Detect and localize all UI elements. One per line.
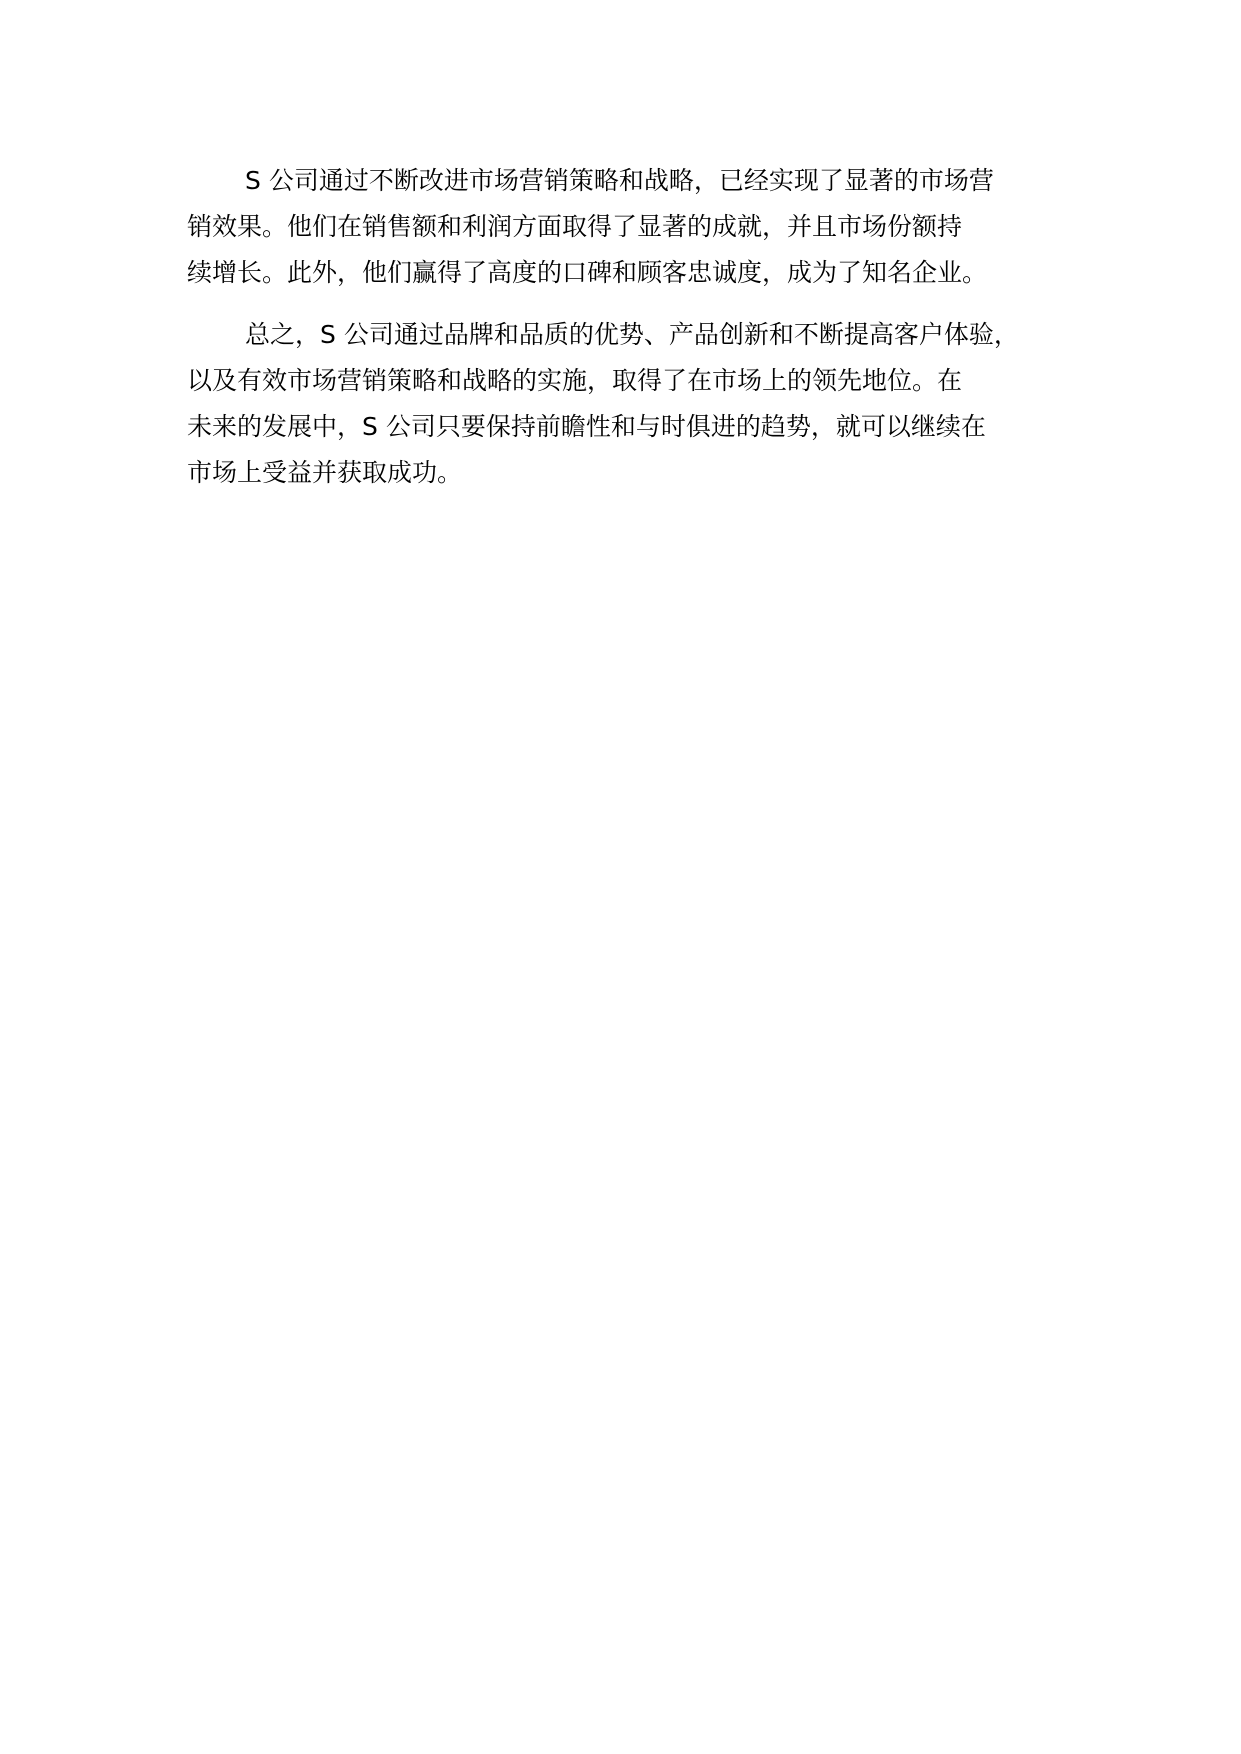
paragraph-results — [187, 158, 1077, 296]
paragraph-line: 总之，S 公司通过品牌和品质的优势、产品创新和不断提高客户体验， — [245, 320, 1019, 349]
paragraph-line: 续增长。此外，他们赢得了高度的口碑和顾客忠诚度，成为了知名企业。 — [187, 258, 988, 287]
paragraph-line: 未来的发展中，S 公司只要保持前瞻性和与时俱进的趋势，就可以继续在 — [187, 412, 986, 441]
paragraph-line: S 公司通过不断改进市场营销策略和战略，已经实现了显著的市场营 — [245, 166, 994, 195]
document-body — [187, 158, 1077, 496]
paragraph-line: 以及有效市场营销策略和战略的实施，取得了在市场上的领先地位。在 — [187, 366, 963, 395]
paragraph-line: 市场上受益并获取成功。 — [187, 458, 463, 487]
paragraph-conclusion — [187, 312, 1077, 496]
paragraph-line: 销效果。他们在销售额和利润方面取得了显著的成就，并且市场份额持 — [187, 212, 963, 241]
